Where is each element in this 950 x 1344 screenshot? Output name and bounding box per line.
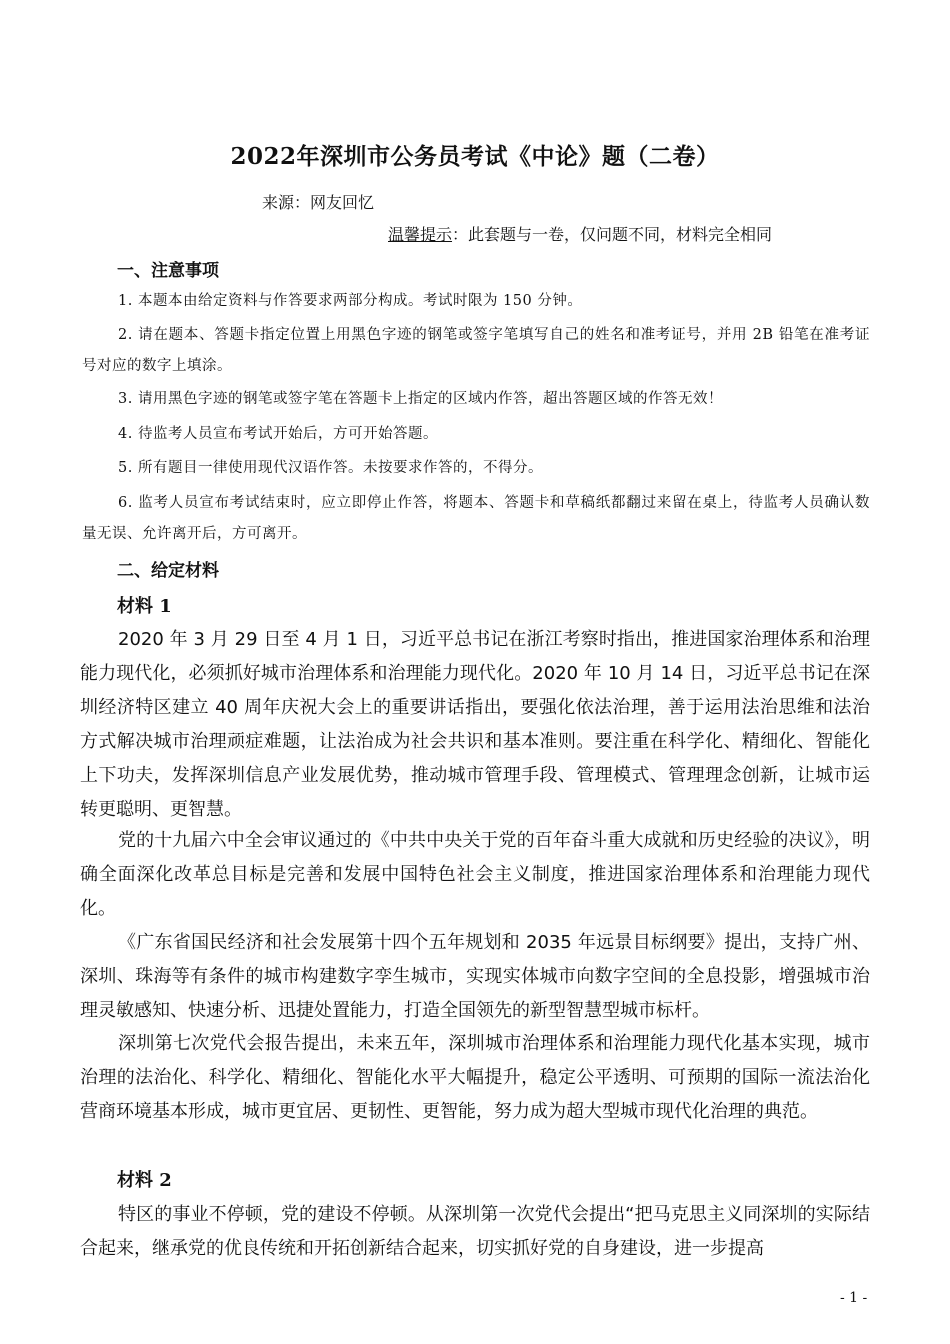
notice-item: 6. 监考人员宣布考试结束时，应立即停止作答，将题本、答题卡和草稿纸都翻过来留在桌上，待监考人员确认数量无误、允许离开后，方可离开。 [82,495,870,542]
material-1-heading: 材料 1 [117,596,172,617]
tip-text: ：此套题与一卷，仅问题不同，材料完全相同 [452,225,773,244]
material-2-paragraph: 特区的事业不停顿，党的建设不停顿。从深圳第一次党代会提出“把马克思主义同深圳的实际结合起来，继承党的优良传统和开拓创新结合起来，切实抓好党的自身建设，进一步提高 [80,1204,870,1259]
section-heading-materials: 二、给定材料 [117,561,219,581]
material-1-paragraph: 《广东省国民经济和社会发展第十四个五年规划和 2035 年远景目标纲要》提出，支持广州、深圳、珠海等有条件的城市构建数字孪生城市，实现实体城市向数字空间的全息投影，增强城市治理灵敏感知、快速分析、迅捷处置能力，打造全国领先的新型智慧型城市标杆。 [80,932,870,1021]
source-line: 来源：网友回忆 [262,193,375,212]
material-2-heading: 材料 2 [117,1170,172,1191]
notice-item: 3. 请用黑色字迹的钢笔或签字笔在答题卡上指定的区域内作答，超出答题区域的作答无效！ [118,391,723,407]
notice-item: 1. 本题本由给定资料与作答要求两部分构成。考试时限为 150 分钟。 [118,293,583,309]
material-1-paragraph: 2020 年 3 月 29 日至 4 月 1 日，习近平总书记在浙江考察时指出，推进国家治理体系和治理能力现代化，必须抓好城市治理体系和治理能力现代化。2020 年 10 月 14 日，习近平总书记在深圳经济特区建立 40 周年庆祝大会上的重要讲话指出，要强化依法治理，善于运用法治思维和法治方式解决城市治理顽症难题，让法治成为社会共识和基本准则。要注重在科学化、精细化、智能化上下功夫，发挥深圳信息产业发展优势，推动城市管理手段、管理模式、管理理念创新，让城市运转更聪明、更智慧。 [80,629,870,820]
material-1-paragraph: 深圳第七次党代会报告提出，未来五年，深圳城市治理体系和治理能力现代化基本实现，城市治理的法治化、科学化、精细化、智能化水平大幅提升，稳定公平透明、可预期的国际一流法治化营商环境基本形成，城市更宜居、更韧性、更智能，努力成为超大型城市现代化治理的典范。 [80,1033,870,1122]
tip-label: 温馨提示 [388,225,453,244]
tip-line [388,222,772,245]
notice-item: 4. 待监考人员宣布考试开始后，方可开始答题。 [118,426,438,442]
notice-item: 2. 请在题本、答题卡指定位置上用黑色字迹的钢笔或签字笔填写自己的姓名和准考证号，并用 2B 铅笔在准考证号对应的数字上填涂。 [82,327,870,374]
document-title: 2022年深圳市公务员考试《中论》题（二卷） [230,143,720,170]
section-heading-notices: 一、注意事项 [117,261,219,281]
notice-item: 5. 所有题目一律使用现代汉语作答。未按要求作答的，不得分。 [118,460,543,476]
material-1-paragraph: 党的十九届六中全会审议通过的《中共中央关于党的百年奋斗重大成就和历史经验的决议》，明确全面深化改革总目标是完善和发展中国特色社会主义制度，推进国家治理体系和治理能力现代化。 [80,830,870,919]
page-number: - 1 - [840,1290,868,1306]
